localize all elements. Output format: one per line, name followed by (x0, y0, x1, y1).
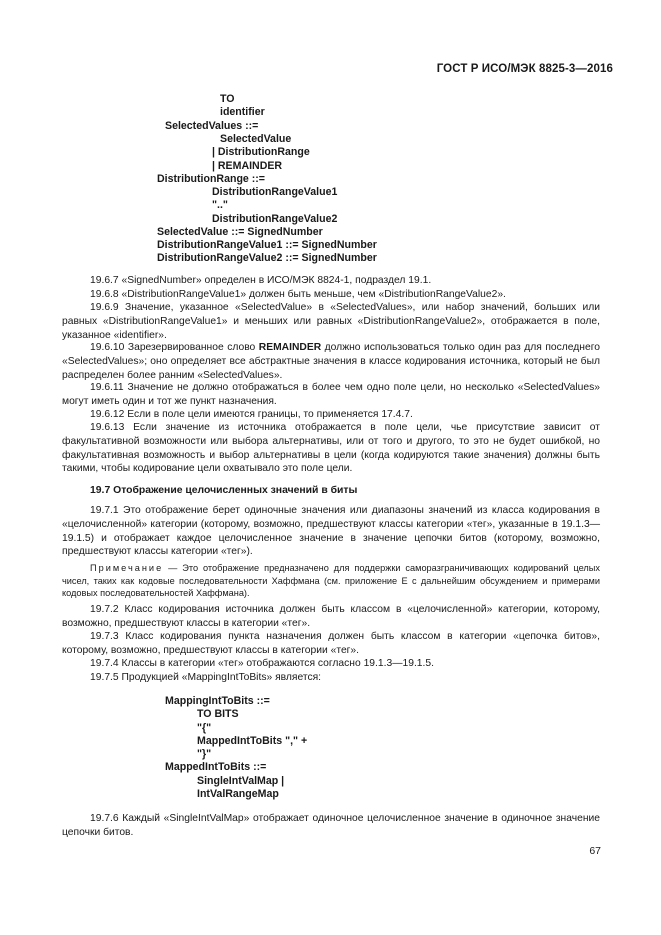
paragraph-text: 19.7.1 Это отображение берет одиночные значения или диапазоны значений из класса кодирования в «целочисленной» категории (которому, возможно, предшествуют классы категории «тег», указанные в 19.1.3—19.1.5) и отображает каждое целочисленное значение в значение цепочки битов (которому, возможно, предшествуют классы категории «тег»). (62, 505, 600, 558)
paragraph-text: 19.7.2 Класс кодирования источника должен быть классом в «целочисленной» категории, которому, возможно, предшествуют классы в категории «тег». (62, 604, 600, 629)
code-line: SelectedValue ::= SignedNumber (157, 226, 323, 238)
paragraph-19-6-8 (62, 288, 600, 302)
paragraph-19-6-9 (62, 301, 600, 342)
paragraph-19-7-6 (62, 812, 600, 840)
code-line: TO BITS (197, 708, 239, 720)
paragraph-text: 19.7.5 Продукцией «MappingIntToBits» является: (90, 672, 322, 683)
code-line: MappedIntToBits ::= (165, 761, 267, 773)
code-line: MappedIntToBits "," + (197, 735, 308, 747)
note-text: — Это отображение предназначено для поддержки саморазграничивающих кодирований целых чисел, таких как кодовые последовательности Хаффмана (см. приложение Е с дальнейшим обсуждением и примерами кодовых последовательностей Хаффмана). (62, 563, 600, 599)
paragraph-19-6-11 (62, 381, 600, 409)
page-number: 67 (589, 845, 601, 857)
paragraph-19-7-5 (62, 671, 600, 685)
paragraph-text: 19.6.13 Если значение из источника отображается в поле цели, чье присутствие зависит от факультативной возможности или выбора альтернативы, или от того и другого, то это не будет ошибкой, но факультативная возможность и выбор альтернативы в цели (когда кодируются такие значения) должны быть такими, чтобы кодирование цели охватывало это поле цели. (62, 422, 600, 475)
paragraph-text: 19.6.11 Значение не должно отображаться в более чем одно поле цели, но несколько «SelectedValues» могут иметь один и тот же пункт назначения. (62, 382, 600, 407)
paragraph-text: 19.7.6 Каждый «SingleIntValMap» отображает одиночное целочисленное значение в одиночное значение цепочки битов. (62, 813, 600, 838)
paragraph-19-7-3 (62, 630, 600, 658)
paragraph-19-7-1 (62, 504, 600, 559)
paragraph-text: 19.6.7 «SignedNumber» определен в ИСО/МЭК 8824-1, подраздел 19.1. (90, 275, 432, 286)
paragraph-text: 19.7.3 Класс кодирования пункта назначения должен быть классом в категории «цепочка битов», которому, возможно, предшествуют классы в категории «тег». (62, 631, 600, 656)
paragraph-19-7-4 (62, 657, 600, 671)
paragraph-19-6-13 (62, 421, 600, 476)
code-line: SelectedValues ::= (165, 120, 259, 132)
keyword-remainder: REMAINDER (258, 342, 322, 353)
code-line: TO (220, 93, 235, 105)
code-line: DistributionRangeValue2 (212, 213, 338, 225)
paragraph-19-7-2 (62, 603, 600, 631)
paragraph-19-6-7 (62, 274, 600, 288)
paragraph-text: 19.7.4 Классы в категории «тег» отображаются согласно 19.1.3—19.1.5. (90, 658, 434, 669)
paragraph-text: 19.6.8 «DistributionRangeValue1» должен быть меньше, чем «DistributionRangeValue2». (90, 289, 506, 300)
code-line: identifier (220, 106, 265, 118)
code-line: SingleIntValMap | (197, 775, 285, 787)
code-line: DistributionRange ::= (157, 173, 265, 185)
code-line: ".." (212, 199, 228, 211)
code-line: DistributionRangeValue2 ::= SignedNumber (157, 252, 377, 264)
note-label: Примечание (90, 563, 164, 573)
paragraph-text: 19.6.10 Зарезервированное слово (90, 342, 259, 353)
code-line: SelectedValue (220, 133, 292, 145)
code-line: | REMAINDER (212, 160, 283, 172)
section-heading-19-7: 19.7 Отображение целочисленных значений в биты (90, 485, 358, 496)
code-line: "{" (197, 722, 212, 734)
note (62, 562, 600, 600)
paragraph-text: 19.6.12 Если в поле цели имеются границы, то применяется 17.4.7. (90, 409, 413, 420)
code-line: IntValRangeMap (197, 788, 279, 800)
document-header-title: ГОСТ Р ИСО/МЭК 8825-3—2016 (436, 63, 613, 75)
paragraph-text: должно использоваться только один раз для последнего «SelectedValues»; оно определяет все абстрактные значения в классе кодирования источника, который не был распределен более ранним «SelectedValues». (62, 342, 600, 381)
paragraph-19-6-10 (62, 341, 600, 382)
paragraph-19-6-12 (62, 408, 600, 422)
code-line: MappingIntToBits ::= (165, 695, 270, 707)
paragraph-text: 19.6.9 Значение, указанное «SelectedValue» в «SelectedValues», или набор значений, больших или равных «DistributionRangeValue1» и меньших или равных «DistributionRangeValue2», отображается в поле, указанное «identifier». (62, 302, 600, 341)
code-line: DistributionRangeValue1 (212, 186, 338, 198)
code-line: "}" (197, 748, 212, 760)
code-line: DistributionRangeValue1 ::= SignedNumber (157, 239, 377, 251)
code-line: | DistributionRange (212, 146, 310, 158)
